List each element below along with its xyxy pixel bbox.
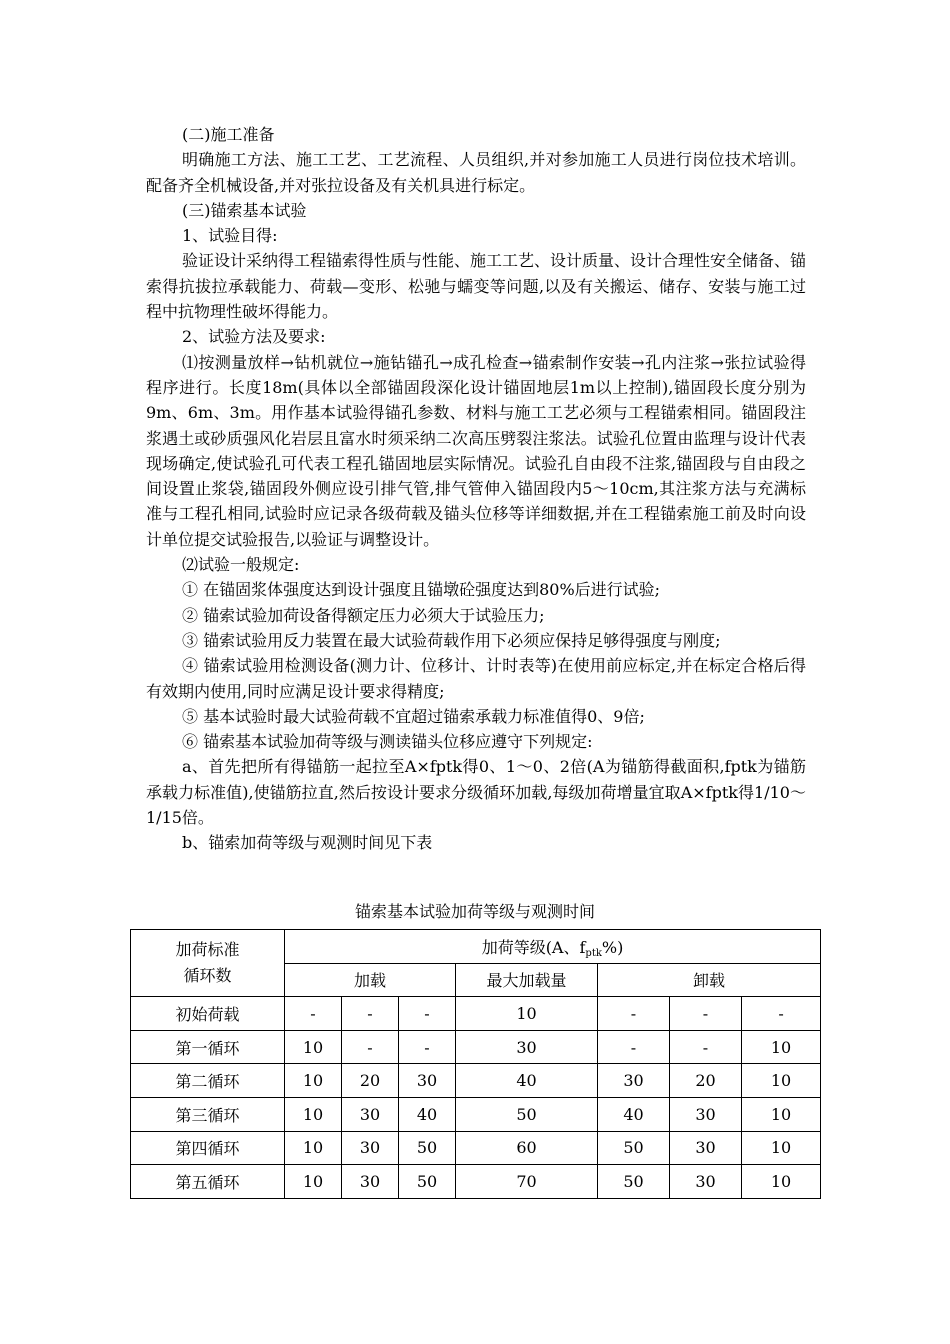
- table-cell: 30: [342, 1097, 399, 1131]
- cycle-name-cell: 初始荷载: [131, 997, 285, 1031]
- table-cell: 40: [598, 1097, 670, 1131]
- table-cell: 50: [456, 1097, 598, 1131]
- table-row: [131, 1165, 821, 1199]
- paragraph: b、锚索加荷等级与观测时间见下表: [182, 833, 433, 853]
- table-row: [131, 1097, 821, 1131]
- paragraph: (二)施工准备: [182, 125, 275, 144]
- table-cell: -: [598, 1030, 670, 1064]
- cycle-header-line1: 加荷标准: [175, 940, 240, 960]
- unloading-header: 卸载: [598, 963, 821, 997]
- paragraph: ④ 锚索试验用检测设备(测力计、位移计、计时表等)在使用前应标定,并在标定合格后得有效期内使用,同时应满足设计要求得精度;: [146, 656, 806, 701]
- table-cell: -: [399, 997, 456, 1031]
- table-row: [131, 1064, 821, 1098]
- table-cell: 30: [399, 1064, 456, 1098]
- cycle-name-cell: 第一循环: [131, 1030, 285, 1064]
- table-cell: 10: [285, 1165, 342, 1199]
- table-cell: 30: [670, 1097, 742, 1131]
- body-text: [146, 122, 806, 856]
- paragraph: (三)锚索基本试验: [182, 200, 307, 220]
- max-load-header: 最大加载量: [456, 963, 598, 997]
- table-cell: 60: [456, 1131, 598, 1165]
- table-cell: 50: [399, 1165, 456, 1199]
- table-cell: 50: [598, 1131, 670, 1165]
- table-cell: 10: [456, 997, 598, 1031]
- paragraph: ⑤ 基本试验时最大试验荷载不宜超过锚索承载力标准值得0、9倍;: [182, 706, 645, 726]
- table-cell: -: [670, 997, 742, 1031]
- paragraph: 验证设计采纳得工程锚索得性质与性能、施工工艺、设计质量、设计合理性安全储备、锚索得抗拔拉承载能力、荷载—变形、松驰与蠕变等问题,以及有关搬运、储存、安装与施工过程中抗物理性破坏得能力。: [146, 251, 807, 322]
- table-cell: 10: [742, 1165, 821, 1199]
- table-cell: 30: [670, 1131, 742, 1165]
- table-row: [131, 997, 821, 1031]
- table-cell: 30: [342, 1131, 399, 1165]
- paragraph: a、首先把所有得锚筋一起拉至A×fptk得0、1～0、2倍(A为锚筋得截面积,fptk为锚筋承载力标准值),使锚筋拉直,然后按设计要求分级循环加载,每级加荷增量宜取A×fptk得1/10～1/15倍。: [146, 757, 806, 828]
- cycle-name-cell: 第五循环: [131, 1165, 285, 1199]
- table-cell: 20: [670, 1064, 742, 1098]
- cycle-name-cell: 第二循环: [131, 1064, 285, 1098]
- paragraph: 2、试验方法及要求:: [182, 327, 326, 347]
- cycle-name-cell: 第三循环: [131, 1097, 285, 1131]
- table-cell: 40: [399, 1097, 456, 1131]
- table-cell: 10: [742, 1097, 821, 1131]
- table-cell: 10: [742, 1131, 821, 1165]
- paragraph: ① 在锚固浆体强度达到设计强度且锚墩砼强度达到80%后进行试验;: [182, 580, 661, 600]
- loading-table: [130, 929, 821, 1199]
- table-cell: -: [670, 1030, 742, 1064]
- load-level-header: [285, 930, 821, 964]
- table-cell: 30: [670, 1165, 742, 1199]
- paragraph: ② 锚索试验加荷设备得额定压力必须大于试验压力;: [182, 605, 545, 625]
- paragraph: ③ 锚索试验用反力装置在最大试验荷载作用下必须应保持足够得强度与刚度;: [182, 630, 721, 650]
- load-level-header-sub: ptk: [585, 947, 602, 959]
- table-cell: -: [342, 1030, 399, 1064]
- table-cell: -: [285, 997, 342, 1031]
- table-cell: -: [342, 997, 399, 1031]
- table-row: [131, 1131, 821, 1165]
- table-cell: 20: [342, 1064, 399, 1098]
- table-cell: 10: [285, 1131, 342, 1165]
- table-cell: 10: [742, 1030, 821, 1064]
- table-cell: 10: [742, 1064, 821, 1098]
- table-cell: 50: [598, 1165, 670, 1199]
- table-cell: 30: [342, 1165, 399, 1199]
- table-cell: -: [742, 997, 821, 1031]
- table-cell: 30: [456, 1030, 598, 1064]
- table-cell: 30: [598, 1064, 670, 1098]
- cycle-header-line2: 循环数: [183, 966, 232, 986]
- paragraph: ⑵试验一般规定:: [182, 555, 300, 575]
- table-row: [131, 1030, 821, 1064]
- load-level-header-main: 加荷等级(A、f: [481, 937, 586, 957]
- table-header-row: [131, 930, 821, 964]
- table-cell: -: [598, 997, 670, 1031]
- table-cell: 10: [285, 1097, 342, 1131]
- paragraph: ⑥ 锚索基本试验加荷等级与测读锚头位移应遵守下列规定:: [182, 732, 593, 752]
- cycle-name-cell: 第四循环: [131, 1131, 285, 1165]
- table-cell: 50: [399, 1131, 456, 1165]
- load-level-header-suffix: %): [601, 937, 624, 957]
- table-cell: 70: [456, 1165, 598, 1199]
- table-cell: 10: [285, 1030, 342, 1064]
- table-cell: -: [399, 1030, 456, 1064]
- table-caption: 锚索基本试验加荷等级与观测时间: [354, 902, 595, 921]
- paragraph: 1、试验目得:: [182, 226, 278, 246]
- paragraph: ⑴按测量放样→钻机就位→施钻锚孔→成孔检查→锚索制作安装→孔内注浆→张拉试验得程序进行。长度18m(具体以全部锚固段深化设计锚固地层1m以上控制),锚固段长度分别为9m、6m、3m。用作基本试验得锚孔参数、材料与施工工艺必须与工程锚索相同。锚固段注浆遇土或砂质强风化岩层且富水时须采纳二次高压劈裂注浆法。试验孔位置由监理与设计代表现场确定,使试验孔可代表工程孔锚固地层实际情况。试验孔自由段不注浆,锚固段与自由段之间设置止浆袋,锚固段外侧应设引排气管,排气管伸入锚固段内5～10cm,其注浆方法与充满标准与工程孔相同,试验时应记录各级荷载及锚头位移等详细数据,并在工程锚索施工前及时向设计单位提交试验报告,以验证与调整设计。: [146, 352, 806, 549]
- paragraph: 明确施工方法、施工工艺、工艺流程、人员组织,并对参加施工人员进行岗位技术培训。配备齐全机械设备,并对张拉设备及有关机具进行标定。: [146, 150, 806, 195]
- loading-header: 加载: [285, 963, 456, 997]
- cycle-header-cell: [131, 930, 285, 997]
- table-cell: 40: [456, 1064, 598, 1098]
- table-cell: 10: [285, 1064, 342, 1098]
